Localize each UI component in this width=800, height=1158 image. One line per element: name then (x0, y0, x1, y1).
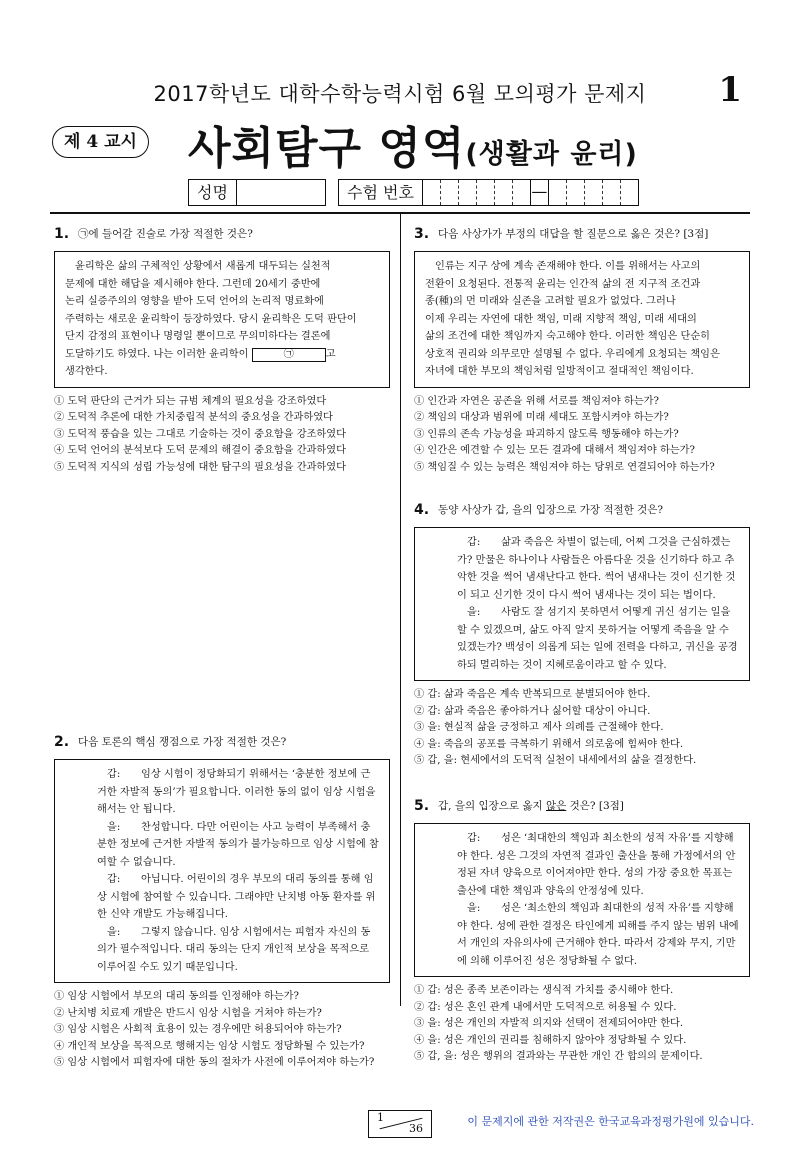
q2-options (54, 989, 390, 1072)
q3-option-4[interactable]: ④ 인간은 예견할 수 있는 모든 결과에 대해서 책임져야 하는가? (414, 445, 695, 456)
q2-turn (63, 819, 379, 872)
page-number: 1 (718, 70, 742, 110)
q2-turn (63, 924, 379, 977)
q4-option-2[interactable]: ② 갑: 삶과 죽음은 좋아하거나 싫어할 대상이 아니다. (414, 705, 651, 717)
q3-line: 종(種)의 먼 미래와 실존을 고려할 필요가 없었다. 그러나 (425, 296, 676, 307)
footer-page: 1 (377, 1111, 384, 1124)
question-4 (414, 502, 750, 770)
q5-options (414, 983, 750, 1066)
q2-option-1[interactable]: ① 임상 시험에서 부모의 대리 동의를 인정해야 하는가? (54, 991, 299, 1002)
q5-option-2[interactable]: ② 갑: 성은 혼인 관계 내에서만 도덕적으로 허용될 수 있다. (414, 1001, 677, 1013)
q2-number: 2. (54, 734, 70, 750)
exam-number-cells[interactable] (423, 180, 638, 205)
exam-number-dash: — (531, 180, 549, 205)
q5-passage (414, 823, 750, 977)
q2-option-5[interactable]: ⑤ 임상 시험에서 피험자에 대한 동의 절차가 사전에 이루어져야 하는가? (54, 1057, 375, 1068)
copyright-notice: 이 문제지에 관한 저작권은 한국교육과정평가원에 있습니다. (467, 1115, 754, 1128)
q4-turn (423, 604, 739, 674)
q2-turn (63, 766, 379, 819)
speaker-label: 갑: (467, 537, 481, 548)
q3-line: 상호적 권리와 의무로만 설명될 수 없다. 우리에게 요청되는 책임은 (425, 348, 720, 360)
turn-text: 그렇지 않습니다. 임상 시험에서는 피험자 자신의 동의가 필수적입니다. 대리 동의는 단지 개인적 보상을 목적으로 이루어질 수도 있기 때문입니다. (97, 926, 371, 973)
exam-title: 2017학년도 대학수학능력시험 6월 모의평가 문제지 (153, 82, 647, 106)
q5-turn (423, 830, 739, 900)
q5-option-3[interactable]: ③ 을: 성은 개인의 자발적 의지와 선택이 전제되어야만 한다. (414, 1018, 684, 1029)
speaker-label: 을: (107, 926, 121, 938)
q3-option-3[interactable]: ③ 인류의 존속 가능성을 파괴하지 않도록 행동해야 하는가? (414, 428, 679, 440)
subject-title (188, 112, 638, 176)
q1-blank: ㉠ (252, 348, 326, 362)
q3-line: 삶의 조건에 대한 책임까지 숙고해야 한다. 이러한 책임은 단순히 (425, 331, 711, 342)
q5-option-4[interactable]: ④ 을: 성은 개인의 권리를 침해하지 않아야 정당화될 수 있다. (414, 1034, 687, 1046)
q1-line: 논리 실증주의의 영향을 받아 도덕 언어의 논리적 명료화에 (65, 296, 324, 307)
q5-number: 5. (414, 798, 430, 814)
footer-page-indicator (368, 1110, 432, 1138)
q4-option-5[interactable]: ⑤ 갑, 을: 현세에서의 도덕적 실천이 내세에서의 삶을 결정한다. (414, 755, 697, 766)
speaker-label: 을: (467, 607, 481, 618)
q3-line: 이제 우리는 자연에 대한 책임, 미래 지향적 책임, 미래 세대의 (425, 313, 697, 325)
q5-stem-underline: 않은 (545, 800, 567, 812)
q4-passage (414, 527, 750, 681)
q2-option-2[interactable]: ② 난치병 치료제 개발은 반드시 임상 시험을 거쳐야 하는가? (54, 1007, 322, 1019)
q3-line: 자녀에 대한 부모의 책임처럼 일방적이고 절대적인 책임이다. (425, 366, 694, 377)
q1-line (65, 346, 379, 364)
turn-text: 임상 시험이 정당화되기 위해서는 ‘충분한 정보에 근거한 자발적 동의’가 필요합니다. 이러한 동의 없이 임상 시험을 해서는 안 됩니다. (97, 769, 376, 815)
turn-text: 찬성합니다. 다만 어린이는 사고 능력이 부족해서 충분한 정보에 근거한 자발적 동의가 불가능하므로 임상 시험에 참여할 수 없습니다. (97, 821, 379, 868)
q4-option-4[interactable]: ④ 을: 죽음의 공포를 극복하기 위해서 의로움에 힘써야 한다. (414, 738, 684, 750)
name-box (188, 179, 326, 206)
q1-option-5[interactable]: ⑤ 도덕적 지식의 성립 가능성에 대한 탐구의 필요성을 간과하였다 (54, 461, 346, 473)
q1-passage (54, 251, 390, 388)
turn-text: 성은 ‘최소한의 책임과 최대한의 성적 자유’를 지향해야 한다. 성에 관한 결정은 타인에게 피해를 주지 않는 범위 내에서 개인의 자유의사에 근거해야 한다. 따라서 강제와 무지, 기만에 의해 이루어진 성은 정당화될 수 없다. (457, 903, 739, 967)
q1-last-post: 고 (325, 348, 336, 360)
q5-stem-post: 것은? [3점] (566, 800, 624, 812)
turn-text: 성은 ‘최대한의 책임과 최소한의 성적 자유’를 지향해야 한다. 성은 그것의 자연적 결과인 출산을 통해 가정에서의 안정된 자녀 양육으로 이어져야만 한다. 성의 가장 중요한 목표는 출산에 대한 책임과 양육의 안정성에 있다. (457, 833, 736, 897)
q1-line: 문제에 대한 해답을 제시해야 한다. 그런데 20세기 중반에 (65, 278, 321, 290)
q3-line: 인류는 지구 상에 계속 존재해야 한다. 이를 위해서는 사고의 (435, 261, 701, 272)
period-badge: 제 4 교시 (52, 126, 149, 158)
footer-total: 36 (409, 1122, 423, 1135)
q4-stem: 동양 사상가 갑, 을의 입장으로 가장 적절한 것은? (438, 504, 664, 516)
q3-line: 전환이 요청된다. 전통적 윤리는 인간적 삶의 전 지구적 조건과 (425, 278, 701, 290)
q1-option-3[interactable]: ③ 도덕적 풍습을 있는 그대로 기술하는 것이 중요함을 강조하였다 (54, 428, 346, 440)
q5-turn (423, 900, 739, 970)
question-2 (54, 734, 390, 1072)
exam-number-label: 수험 번호 (339, 180, 423, 205)
q2-turn (63, 871, 379, 924)
subject-main: 사회탐구 영역 (188, 123, 466, 174)
column-divider (400, 214, 401, 1006)
q3-stem: 다음 사상가가 부정의 대답을 할 질문으로 옳은 것은? [3점] (438, 228, 709, 240)
q2-option-4[interactable]: ④ 개인적 보상을 목적으로 행해지는 임상 시험도 정당화될 수 있는가? (54, 1040, 365, 1052)
q2-option-3[interactable]: ③ 임상 시험은 사회적 효용이 있는 경우에만 허용되어야 하는가? (54, 1024, 342, 1035)
q5-option-5[interactable]: ⑤ 갑, 을: 성은 행위의 결과와는 무관한 개인 간 합의의 문제이다. (414, 1051, 703, 1062)
turn-text: 삶과 죽음은 차별이 없는데, 어찌 그것을 근심하겠는가? 만물은 하나이나 사람들은 아름다운 것을 신기하다 하고 추악한 것을 썩어 냄새난다고 한다. 썩어 냄새나는 것이 신기한 것이 되고 신기한 것이 다시 썩어 냄새나는 것이 되는 법이다. (457, 537, 736, 601)
q1-number: 1. (54, 226, 70, 242)
q1-line: 주력하는 새로운 윤리학이 등장하였다. 당시 윤리학은 도덕 판단이 (65, 313, 357, 325)
q1-last-pre: 도달하기도 하였다. 나는 이러한 윤리학이 (65, 348, 249, 360)
q4-options (414, 687, 750, 770)
speaker-label: 갑: (107, 874, 121, 885)
q4-option-1[interactable]: ① 갑: 삶과 죽음은 계속 반복되므로 분별되어야 한다. (414, 689, 651, 700)
q1-options (54, 394, 390, 477)
q3-option-5[interactable]: ⑤ 책임질 수 있는 능력은 책임져야 하는 당위로 연결되어야 하는가? (414, 461, 715, 473)
exam-number-box (338, 179, 639, 206)
turn-text: 아닙니다. 어린이의 경우 부모의 대리 동의를 통해 임상 시험에 참여할 수 있습니다. 그래야만 난치병 아동 환자를 위한 신약 개발도 가능해집니다. (97, 874, 376, 920)
q1-line: 생각한다. (65, 366, 108, 377)
question-5 (414, 798, 750, 1066)
speaker-label: 갑: (467, 833, 481, 844)
q3-options (414, 394, 750, 477)
q1-option-1[interactable]: ① 도덕 판단의 근거가 되는 규범 체계의 필요성을 강조하였다 (54, 395, 327, 407)
q5-option-1[interactable]: ① 갑: 성은 종족 보존이라는 생식적 가치를 중시해야 한다. (414, 985, 674, 996)
q4-turn (423, 534, 739, 604)
q4-number: 4. (414, 502, 430, 518)
turn-text: 사람도 잘 섬기지 못하면서 어떻게 귀신 섬기는 일을 할 수 있겠으며, 삶도 아직 알지 못하거늘 어떻게 죽음을 알 수 있겠는가? 백성이 의롭게 되는 일에 전력을 다하고, 귀신을 공경하되 멀리하는 것이 지혜로움이라고 할 수 있다. (457, 607, 738, 671)
q5-stem-pre: 갑, 을의 입장으로 옳지 (438, 800, 546, 812)
speaker-label: 을: (467, 903, 481, 914)
name-field[interactable] (237, 180, 325, 205)
question-3 (414, 226, 750, 476)
q3-option-2[interactable]: ② 책임의 대상과 범위에 미래 세대도 포함시켜야 하는가? (414, 412, 669, 423)
q2-passage (54, 759, 390, 983)
q1-option-4[interactable]: ④ 도덕 언어의 분석보다 도덕 문제의 해결이 중요함을 간과하였다 (54, 445, 346, 456)
q1-line: 단지 감정의 표현이나 명령일 뿐이므로 무의미하다는 결론에 (65, 331, 331, 342)
q4-option-3[interactable]: ③ 을: 현실적 삶을 긍정하고 제사 의례를 근절해야 한다. (414, 722, 664, 733)
q3-number: 3. (414, 226, 430, 242)
q5-stem (438, 798, 624, 815)
q2-stem: 다음 토론의 핵심 쟁점으로 가장 적절한 것은? (78, 736, 287, 748)
speaker-label: 을: (107, 821, 121, 833)
subject-sub: (생활과 윤리) (465, 139, 638, 170)
speaker-label: 갑: (107, 769, 121, 780)
q1-stem: ㉠에 들어갈 진술로 가장 적절한 것은? (78, 228, 253, 240)
q3-passage (414, 251, 750, 388)
q3-option-1[interactable]: ① 인간과 자연은 공존을 위해 서로를 책임져야 하는가? (414, 395, 659, 407)
question-1 (54, 226, 390, 476)
q1-option-2[interactable]: ② 도덕적 추론에 대한 가치중립적 분석의 중요성을 간과하였다 (54, 412, 333, 423)
q1-line: 윤리학은 삶의 구체적인 상황에서 새롭게 대두되는 실천적 (75, 261, 331, 272)
name-label: 성명 (189, 180, 237, 205)
